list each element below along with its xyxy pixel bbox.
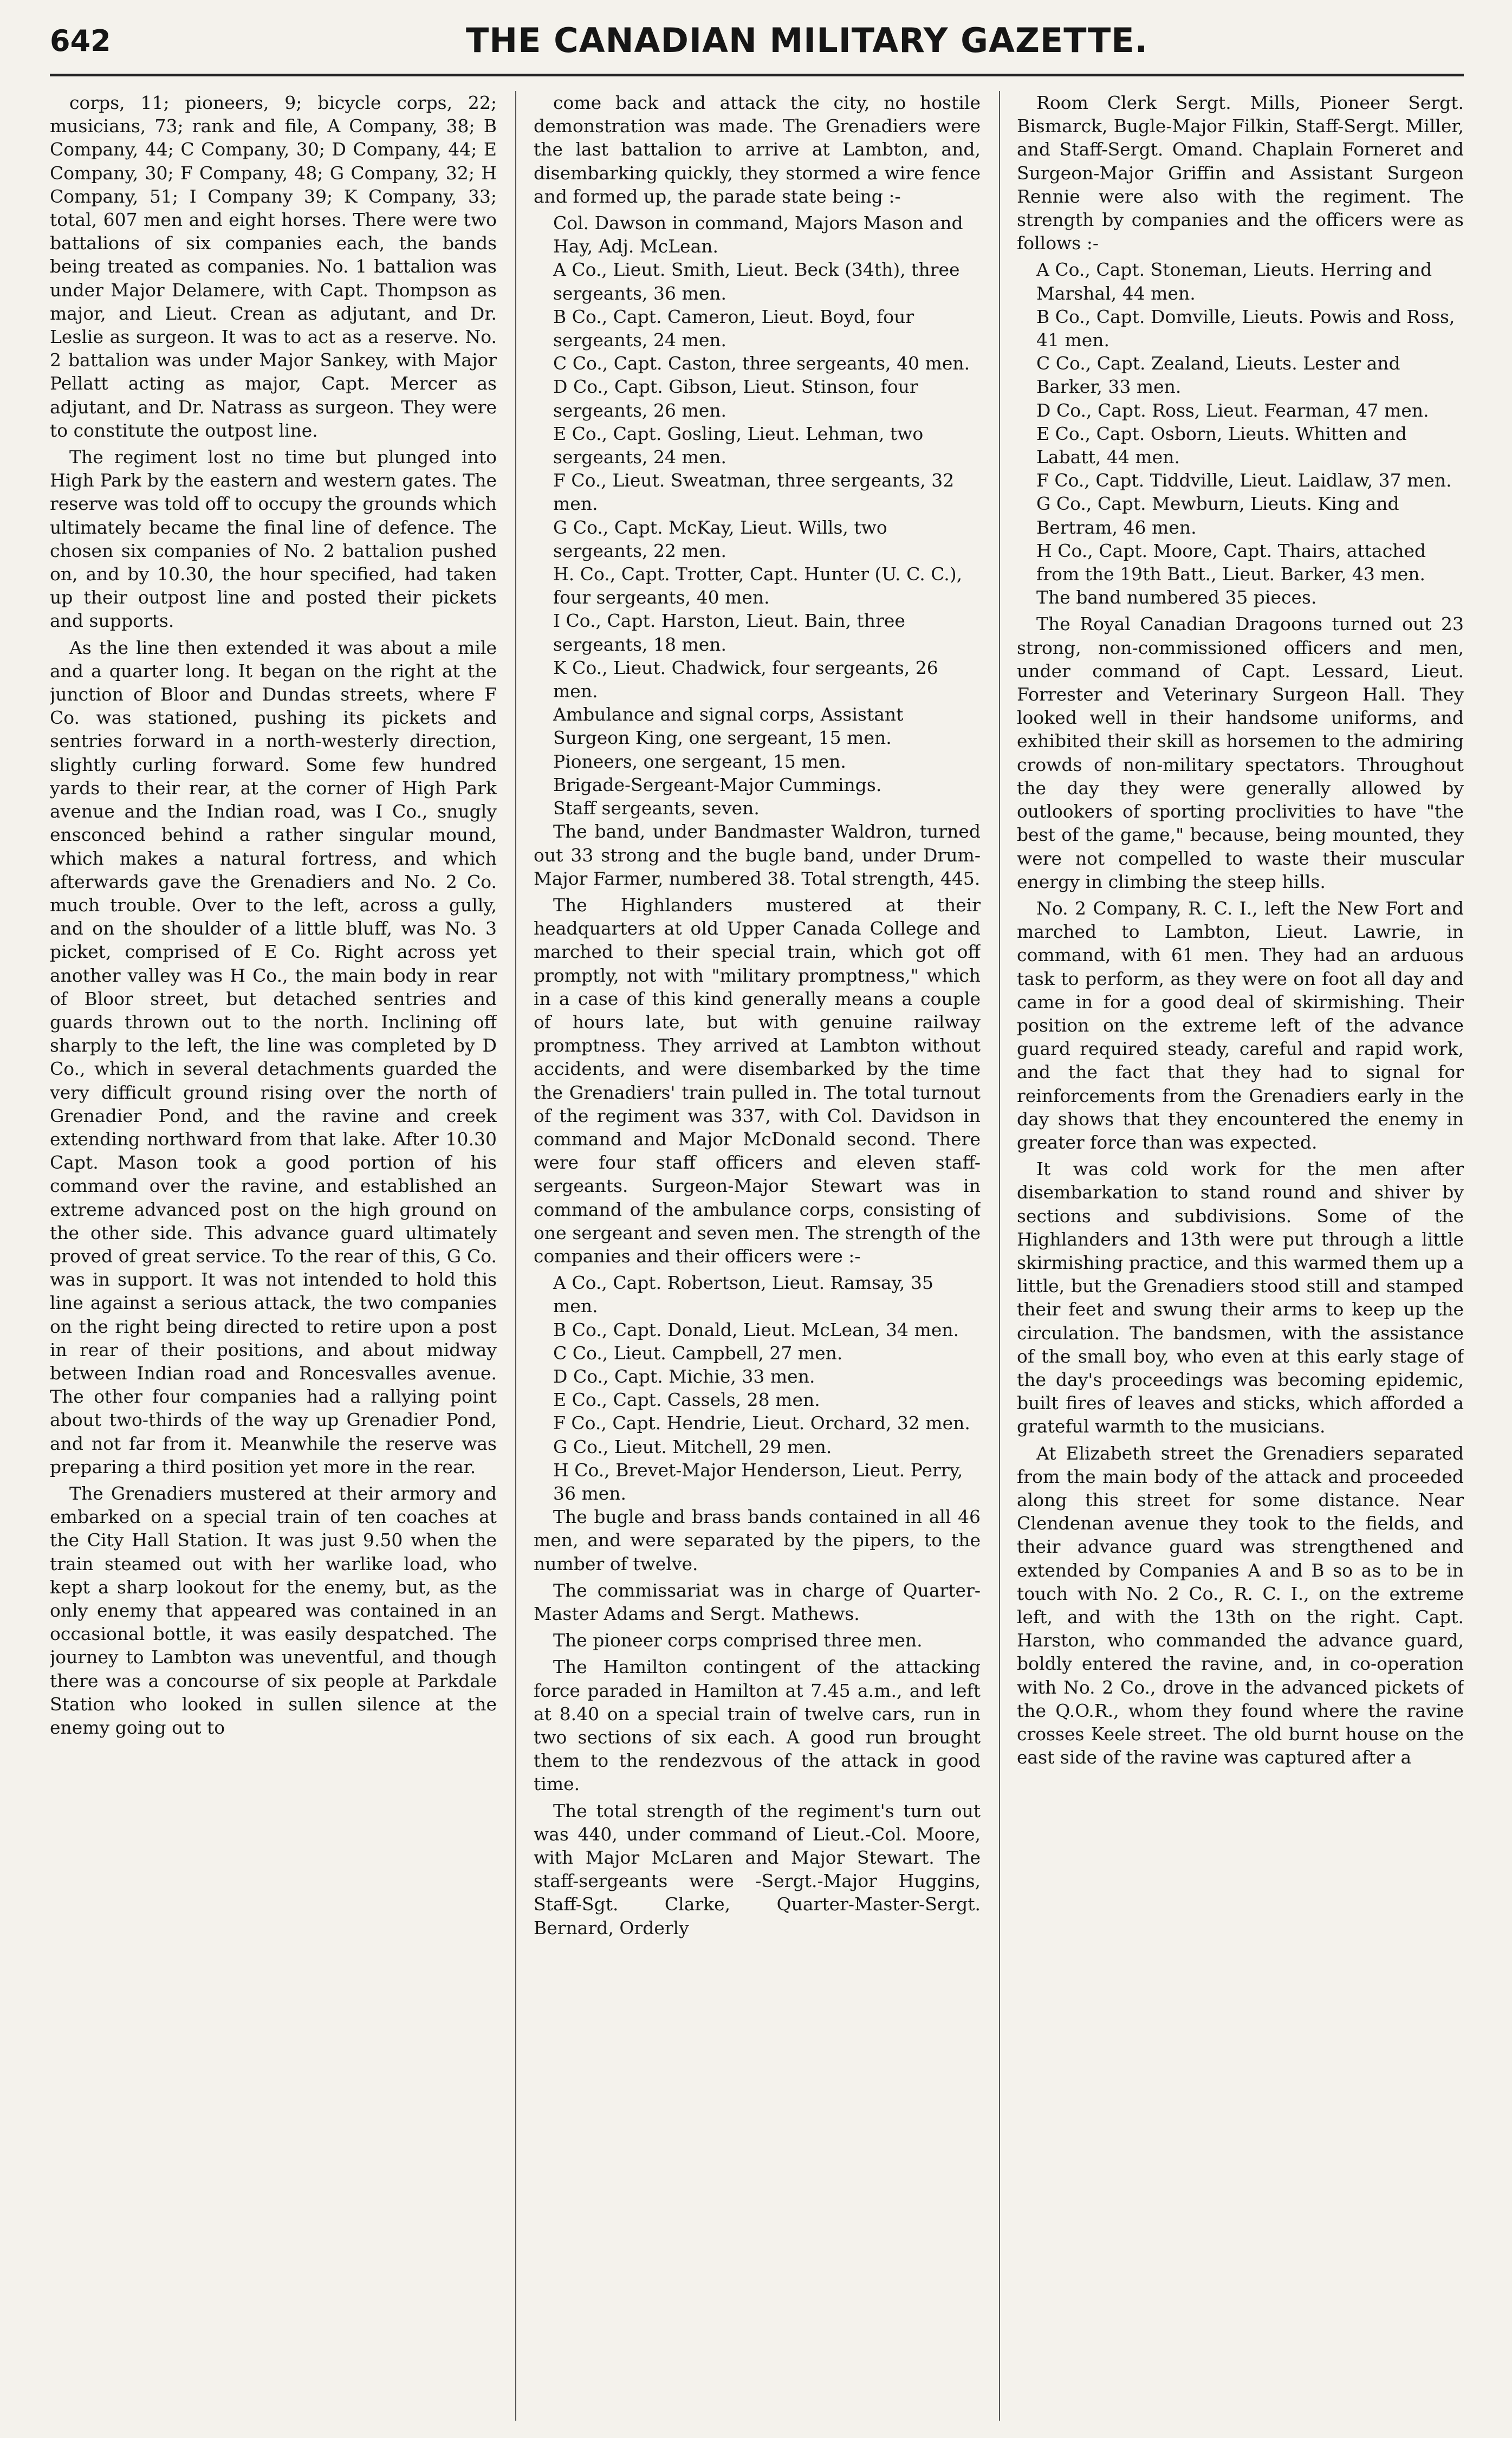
roster-entry: Col. Dawson in command, Majors Mason and Hay, Adj. McLean. bbox=[553, 212, 963, 257]
article-paragraph: As the line then extended it was about a mile and a quarter long. It began on the right at the junction of Bloor and Dundas streets, where F Co. was stationed, pushing its pickets and sentries forward in a north-westerly direction, slightly curling forward. Some few hundred yards to their rear, at the corner of High Park avenue and the Indian road, was I Co., snugly ensconced behind a rather singular mound, which makes a natural fortress, and which afterwards gave the Grenadiers and No. 2 Co. much trouble. Over to the left, across a gully, and on the shoulder of a little bluff, was No. 3 picket, comprised of E Co. Right across yet another valley was H Co., the main body in rear of Bloor street, but detached sentries and guards thrown out to the north. Inclining off sharply to the left, the line was completed by D Co., which in several detachments guarded the very difficult ground rising over the north of Grenadier Pond, and the ravine and creek extending northward from that lake. After 10.30 Capt. Mason took a good portion of his command over the ravine, and established an extreme advanced post on the high ground on the other side. This advance guard ultimately proved of great service. To the rear of this, G Co. was in support. It was not intended to hold this line against a serious attack, the two companies on the right being directed to retire upon a post in rear of their positions, and about midway between Indian road and Roncesvalles avenue. The other four companies had a rallying point about two-thirds of the way up Grenadier Pond, and not far from it. Meanwhile the reserve was preparing a third position yet more in the rear. bbox=[50, 637, 497, 1477]
masthead-title: THE CANADIAN MILITARY GAZETTE. bbox=[466, 21, 1148, 60]
roster-entry: G Co., Lieut. Mitchell, 29 men. bbox=[553, 1436, 832, 1457]
roster-entry: Ambulance and signal corps, Assistant Surgeon King, one sergeant, 15 men. bbox=[553, 704, 904, 749]
article-paragraph: The commissariat was in charge of Quarter-Master Adams and Sergt. Mathews. bbox=[534, 1579, 981, 1624]
roster-entry: E Co., Capt. Gosling, Lieut. Lehman, two sergeants, 24 men. bbox=[553, 423, 924, 468]
page-number: 642 bbox=[50, 24, 111, 58]
roster-entry: H. Co., Capt. Trotter, Capt. Hunter (U. C. C.), four sergeants, 40 men. bbox=[553, 563, 963, 608]
roster-entry: C Co., Lieut. Campbell, 27 men. bbox=[553, 1342, 843, 1364]
article-paragraph: The Royal Canadian Dragoons turned out 23 strong, non-commissioned officers and men, under command of Capt. Lessard, Lieut. Forrester and Veterinary Surgeon Hall. They looked well in their handsome uniforms, and exhibited their skill as horsemen to the admiring crowds of non-military spectators. Throughout the day they were generally allowed by outlookers of sporting proclivities to have "the best of the game," because, being mounted, they were not compelled to waste their muscular energy in climbing the steep hills. bbox=[1017, 613, 1464, 892]
roster-entry: F Co., Capt. Hendrie, Lieut. Orchard, 32 men. bbox=[553, 1412, 970, 1434]
roster-entry: D Co., Capt. Ross, Lieut. Fearman, 47 men. bbox=[1036, 399, 1429, 421]
masthead-rule bbox=[50, 74, 1464, 76]
roster-entry: D Co., Capt. Gibson, Lieut. Stinson, four sergeants, 26 men. bbox=[553, 376, 918, 421]
article-paragraph: It was cold work for the men after disembarkation to stand round and shiver by sections and subdivisions. Some of the Highlanders and 13th were put through a little skirmishing practice, and this warmed them up a little, but the Grenadiers stood still and stamped their feet and swung their arms to keep up the circulation. The bandsmen, with the assistance of the small boy, who even at this early stage of the day's proceedings was becoming epidemic, built fires of leaves and sticks, which afforded a grateful warmth to the musicians. bbox=[1017, 1158, 1464, 1437]
roster-entry: H Co., Brevet-Major Henderson, Lieut. Perry, 36 men. bbox=[553, 1459, 963, 1504]
roster-entry: A Co., Capt. Stoneman, Lieuts. Herring and Marshal, 44 men. bbox=[1036, 259, 1432, 304]
article-paragraph: At Elizabeth street the Grenadiers separated from the main body of the attack and proceeded along this street for some distance. Near Clendenan avenue they took to the fields, and their advance guard was strengthened and extended by Companies A and B so as to be in touch with No. 2 Co., R. C. I., on the extreme left, and with the 13th on the right. Capt. Harston, who commanded the advance guard, boldly entered the ravine, and, in co-operation with No. 2 Co., drove in the advanced pickets of the Q.O.R., whom they found where the ravine crosses Keele street. The old burnt house on the east side of the ravine was captured after a bbox=[1017, 1442, 1464, 1768]
roster-entry: F Co., Capt. Tiddville, Lieut. Laidlaw, 37 men. bbox=[1036, 470, 1452, 491]
roster-entry: B Co., Capt. Domville, Lieuts. Powis and Ross, 41 men. bbox=[1036, 306, 1455, 351]
article-paragraph: No. 2 Company, R. C. I., left the New Fort and marched to Lambton, Lieut. Lawrie, in command, with 61 men. They had an arduous task to perform, as they were on foot all day and came in for a good deal of skirmishing. Their position on the extreme left of the advance guard required steady, careful and rapid work, and the fact that they had to signal for reinforcements from the Grenadiers early in the day shows that they encountered the enemy in greater force than was expected. bbox=[1017, 897, 1464, 1153]
roster-entry: E Co., Capt. Osborn, Lieuts. Whitten and Labatt, 44 men. bbox=[1036, 423, 1407, 468]
roster-entry: Staff sergeants, seven. bbox=[553, 797, 760, 819]
article-paragraph: The band numbered 35 pieces. bbox=[1036, 587, 1317, 608]
article-paragraph: corps, 11; pioneers, 9; bicycle corps, 22; musicians, 73; rank and file, A Company, 38; B Company, 44; C Company, 30; D Company, 44; E Company, 30; F Company, 48; G Company, 32; H Company, 51; I Company 39; K Company, 33; total, 607 men and eight horses. There were two battalions of six companies each, the bands being treated as companies. No. 1 battalion was under Major Delamere, with Capt. Thompson as major, and Lieut. Crean as adjutant, and Dr. Leslie as surgeon. It was to act as a reserve. No. 2 battalion was under Major Sankey, with Major Pellatt acting as major, Capt. Mercer as adjutant, and Dr. Natrass as surgeon. They were to constitute the outpost line. bbox=[50, 92, 497, 441]
article-paragraph: come back and attack the city, no hostile demonstration was made. The Grenadiers were the last battalion to arrive at Lambton, and, disembarking quickly, they stormed a wire fence and formed up, the parade state being :- bbox=[534, 92, 981, 207]
column-3 bbox=[1017, 91, 1464, 2421]
article-paragraph: The bugle and brass bands contained in all 46 men, and were separated by the pipers, to the number of twelve. bbox=[534, 1506, 981, 1574]
column-2 bbox=[534, 91, 981, 2421]
roster-entry: H Co., Capt. Moore, Capt. Thairs, attached from the 19th Batt., Lieut. Barker, 43 men. bbox=[1036, 540, 1426, 585]
roster-entry: I Co., Capt. Harston, Lieut. Bain, three sergeants, 18 men. bbox=[553, 610, 905, 655]
article-paragraph: The Highlanders mustered at their headquarters at old Upper Canada College and marched to their special train, which got off promptly, not with "military promptness," which in a case of this kind generally means a couple of hours late, but with genuine railway promptness. They arrived at Lambton without accidents, and were disembarked by the time the Grenadiers' train pulled in. The total turnout of the regiment was 337, with Col. Davidson in command and Major McDonald second. There were four staff officers and eleven staff-sergeants. Surgeon-Major Stewart was in command of the ambulance corps, consisting of one sergeant and seven men. The strength of the companies and their officers were :- bbox=[534, 894, 981, 1267]
roster-entry: G Co., Capt. Mewburn, Lieuts. King and Bertram, 46 men. bbox=[1036, 493, 1399, 538]
article-paragraph: The pioneer corps comprised three men. bbox=[553, 1630, 923, 1651]
article-paragraph: Room Clerk Sergt. Mills, Pioneer Sergt. Bismarck, Bugle-Major Filkin, Staff-Sergt. Miller, and Staff-Sergt. Omand. Chaplain Forneret and Surgeon-Major Griffin and Assistant Surgeon Rennie were also with the regiment. The strength by companies and the officers were as follows :- bbox=[1017, 92, 1464, 254]
roster-entry: F Co., Lieut. Sweatman, three sergeants, 32 men. bbox=[553, 470, 955, 515]
article-paragraph: The Hamilton contingent of the attacking force paraded in Hamilton at 7.45 a.m., and left at 8.40 on a special train of twelve cars, run in two sections of six each. A good run brought them to the rendezvous of the attack in good time. bbox=[534, 1656, 981, 1795]
article-paragraph: The regiment lost no time but plunged into High Park by the eastern and western gates. The reserve was told off to occupy the grounds which ultimately became the final line of defence. The chosen six companies of No. 2 battalion pushed on, and by 10.30, the hour specified, had taken up their outpost line and posted their pickets and supports. bbox=[50, 446, 497, 632]
roster-entry: D Co., Capt. Michie, 33 men. bbox=[553, 1365, 815, 1387]
article-paragraph: The Grenadiers mustered at their armory and embarked on a special train of ten coaches at the City Hall Station. It was just 9.50 when the train steamed out with her warlike load, who kept a sharp lookout for the enemy, but, as the only enemy that appeared was contained in an occasional bottle, it was easily despatched. The journey to Lambton was uneventful, and though there was a concourse of six people at Parkdale Station who looked in sullen silence at the enemy going out to bbox=[50, 1482, 497, 1739]
roster-entry: Pioneers, one sergeant, 15 men. bbox=[553, 750, 846, 772]
roster-entry: G Co., Capt. McKay, Lieut. Wills, two sergeants, 22 men. bbox=[553, 516, 887, 561]
column-1 bbox=[50, 91, 497, 2421]
column-divider bbox=[515, 91, 516, 2421]
column-divider bbox=[999, 91, 1000, 2421]
roster-entry: B Co., Capt. Cameron, Lieut. Boyd, four sergeants, 24 men. bbox=[553, 306, 914, 351]
roster-entry: C Co., Capt. Caston, three sergeants, 40 men. bbox=[553, 353, 970, 374]
roster-entry: Brigade-Sergeant-Major Cummings. bbox=[553, 774, 882, 795]
article-paragraph: The band, under Bandmaster Waldron, turned out 33 strong and the bugle band, under Drum-Major Farmer, numbered 38. Total strength, 445. bbox=[534, 821, 981, 889]
roster-entry: E Co., Capt. Cassels, 28 men. bbox=[553, 1389, 820, 1411]
roster-entry: A Co., Capt. Robertson, Lieut. Ramsay, 35 men. bbox=[553, 1272, 933, 1317]
article-paragraph: The total strength of the regiment's turn out was 440, under command of Lieut.-Col. Moore, with Major McLaren and Major Stewart. The staff-sergeants were -Sergt.-Major Huggins, Staff-Sgt. Clarke, Quarter-Master-Sergt. Bernard, Orderly bbox=[534, 1800, 981, 1938]
roster-entry: K Co., Lieut. Chadwick, four sergeants, 26 men. bbox=[553, 657, 938, 702]
roster-entry: C Co., Capt. Zealand, Lieuts. Lester and Barker, 33 men. bbox=[1036, 353, 1400, 398]
roster-entry: B Co., Capt. Donald, Lieut. McLean, 34 men. bbox=[553, 1319, 959, 1340]
roster-entry: A Co., Lieut. Smith, Lieut. Beck (34th), three sergeants, 36 men. bbox=[553, 259, 960, 304]
